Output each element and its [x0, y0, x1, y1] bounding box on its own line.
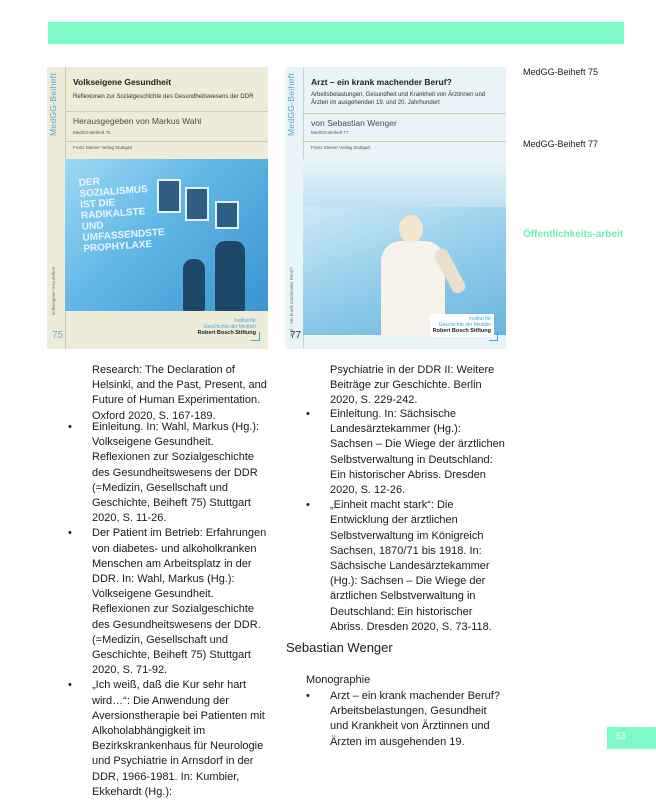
book-cover-arzt-krank-machender-beruf [285, 67, 506, 349]
page-number: 53 [616, 731, 627, 741]
foundation-name: Robert Bosch Stiftung [432, 328, 491, 334]
cover-volume-number: 77 [290, 330, 302, 341]
right-column-list [306, 407, 506, 635]
person-figure [215, 241, 245, 311]
publication-list-item [306, 689, 506, 750]
cover-editor: Herausgegeben von Markus Wahl [73, 116, 202, 126]
cover-spine [285, 67, 304, 349]
publication-entry: „Ich weiß, daß die Kur sehr hart wird…“: Die Anwendung der Aversionstherapie bei Patienten mit Alkoholabhängigkeit im Bezirkskrankenhaus für Neurologie und Psychiatrie in Arnsdorf in der DDR, 1966-1981. In: Kumbier, Ekkehardt (Hg.): [92, 679, 265, 798]
author-heading: Sebastian Wenger [286, 640, 393, 655]
portrait-frame [185, 187, 209, 221]
bullet-marker: • [68, 527, 72, 540]
publication-list-item [306, 498, 506, 635]
poster-slogan: DER SOZIALISMUS IST DIE RADIKALSTE UND UMFASSENDSTE PROPHYLAXE [78, 176, 166, 255]
institute-line: Geschichte der Medizin [438, 322, 491, 328]
institute-line: Geschichte der Medizin [203, 324, 256, 330]
cover-divider [65, 111, 268, 112]
publication-entry: Der Patient im Betrieb: Erfahrungen von diabetes- und alkoholkranken Menschen am Arbeitsplatz in der DDR. In: Wahl, Markus (Hg.): Volkseigene Gesundheit. Reflexionen zur Sozialgeschichte des Gesundheitswesens der DDR. (=Medizin, Gesellschaft und Geschichte, Beiheft 75) Stuttgart 2020, S. 71-92. [92, 527, 267, 677]
cover-publisher: Franz Steiner Verlag Stuttgart [311, 145, 371, 150]
left-column-continuation: Research: The Declaration of Helsinki, and the Past, Present, and Future of Human Experimentation. Oxford 2020, S. 167-189. [92, 364, 267, 422]
cover-divider [65, 141, 268, 142]
publication-list-item [68, 420, 268, 526]
cover-subtitle: Arbeitsbelastungen, Gesundheit und Krankheit von Ärztinnen und Ärzten im ausgehenden 19. und 20. Jahrhundert [311, 92, 486, 106]
institute-logo [430, 314, 494, 337]
monograph-list [306, 689, 506, 750]
bullet-marker: • [68, 421, 72, 433]
spine-series-label: MedGG-Beiheft [286, 73, 296, 136]
cover-publisher: Franz Steiner Verlag Stuttgart [73, 145, 133, 150]
left-column-list [68, 420, 268, 800]
page-number-badge [607, 727, 656, 749]
publication-entry: Arzt – ein krank machender Beruf? Arbeitsbelastungen, Gesundheit und Krankheit von Ärztinnen und Ärzten im ausgehenden 19. [330, 690, 500, 748]
publication-entry: Einleitung. In: Wahl, Markus (Hg.): Volkseigene Gesundheit. Reflexionen zur Sozialgeschichte des Gesundheitswesens der DDR (=Medizin, Gesellschaft und Geschichte, Beiheft 75) Stuttgart 2020, S. 11-26. [92, 421, 260, 525]
top-accent-bar [48, 22, 624, 44]
cover-subtitle: Reflexionen zur Sozialgeschichte des Gesundheitswesens der DDR [73, 94, 254, 100]
cover-series: MedGG-Beiheft 77 [311, 130, 349, 135]
publication-entry: Einleitung. In: Sächsische Landesärztekammer (Hg.): Sachsen – Die Wiege der ärztlichen Selbstverwaltung in Deutschland: Ein historischer Abriss. Dresden 2020, S. 12-26. [330, 408, 505, 497]
institute-line: Institut für [469, 316, 491, 322]
cover-divider [303, 141, 506, 142]
institute-line: Institut für [234, 318, 256, 324]
portrait-frame [215, 201, 239, 229]
side-category-label: Öffentlichkeits-arbeit [523, 229, 624, 240]
cover-spine [47, 67, 66, 349]
cover-series: MedGG-Beiheft 75 [73, 130, 111, 135]
bullet-marker: • [306, 499, 310, 512]
cover-illustration-top [303, 159, 506, 207]
foundation-name: Robert Bosch Stiftung [197, 330, 256, 336]
right-column-continuation: Psychiatrie in der DDR II: Weitere Beiträge zur Geschichte. Berlin 2020, S. 229-242. [330, 364, 495, 407]
monograph-label: Monographie [306, 674, 371, 686]
book-cover-volkseigene-gesundheit [47, 67, 268, 349]
side-note-heft75: MedGG-Beiheft 75 [523, 67, 599, 77]
cover-title: Arzt – ein krank machender Beruf? [311, 77, 452, 87]
institute-logo [198, 318, 256, 337]
publication-list-item [68, 678, 268, 800]
publication-list-item [68, 526, 268, 678]
publication-entry: „Einheit macht stark“: Die Entwicklung der ärztlichen Selbstverwaltung im Königreich Sachsen, 1870/71 bis 1918. In: Sächsische Landesärztekammer (Hg.): Sachsen – Die Wiege der ärztlichen Selbstverwaltung in Deutschland: Ein historischer Abriss. Dresden 2020, S. 73-118. [330, 499, 492, 633]
cover-volume-number: 75 [52, 330, 64, 341]
publication-list-item [306, 407, 506, 498]
side-note-heft77: MedGG-Beiheft 77 [523, 139, 599, 149]
cover-author: von Sebastian Wenger [311, 118, 397, 128]
cover-title: Volkseigene Gesundheit [73, 77, 172, 87]
bullet-marker: • [306, 408, 310, 420]
cover-divider [303, 113, 506, 114]
spine-title: Volkseigene Gesundheit [51, 267, 56, 316]
person-figure [183, 259, 205, 311]
bullet-marker: • [306, 690, 310, 702]
corner-mark [251, 332, 260, 341]
doctor-figure-head [399, 215, 423, 243]
spine-series-label: MedGG-Beiheft [48, 73, 58, 136]
corner-mark [489, 332, 498, 341]
spine-title: Arzt – ein krank machender Beruf? [289, 267, 294, 337]
bullet-marker: • [68, 679, 72, 692]
